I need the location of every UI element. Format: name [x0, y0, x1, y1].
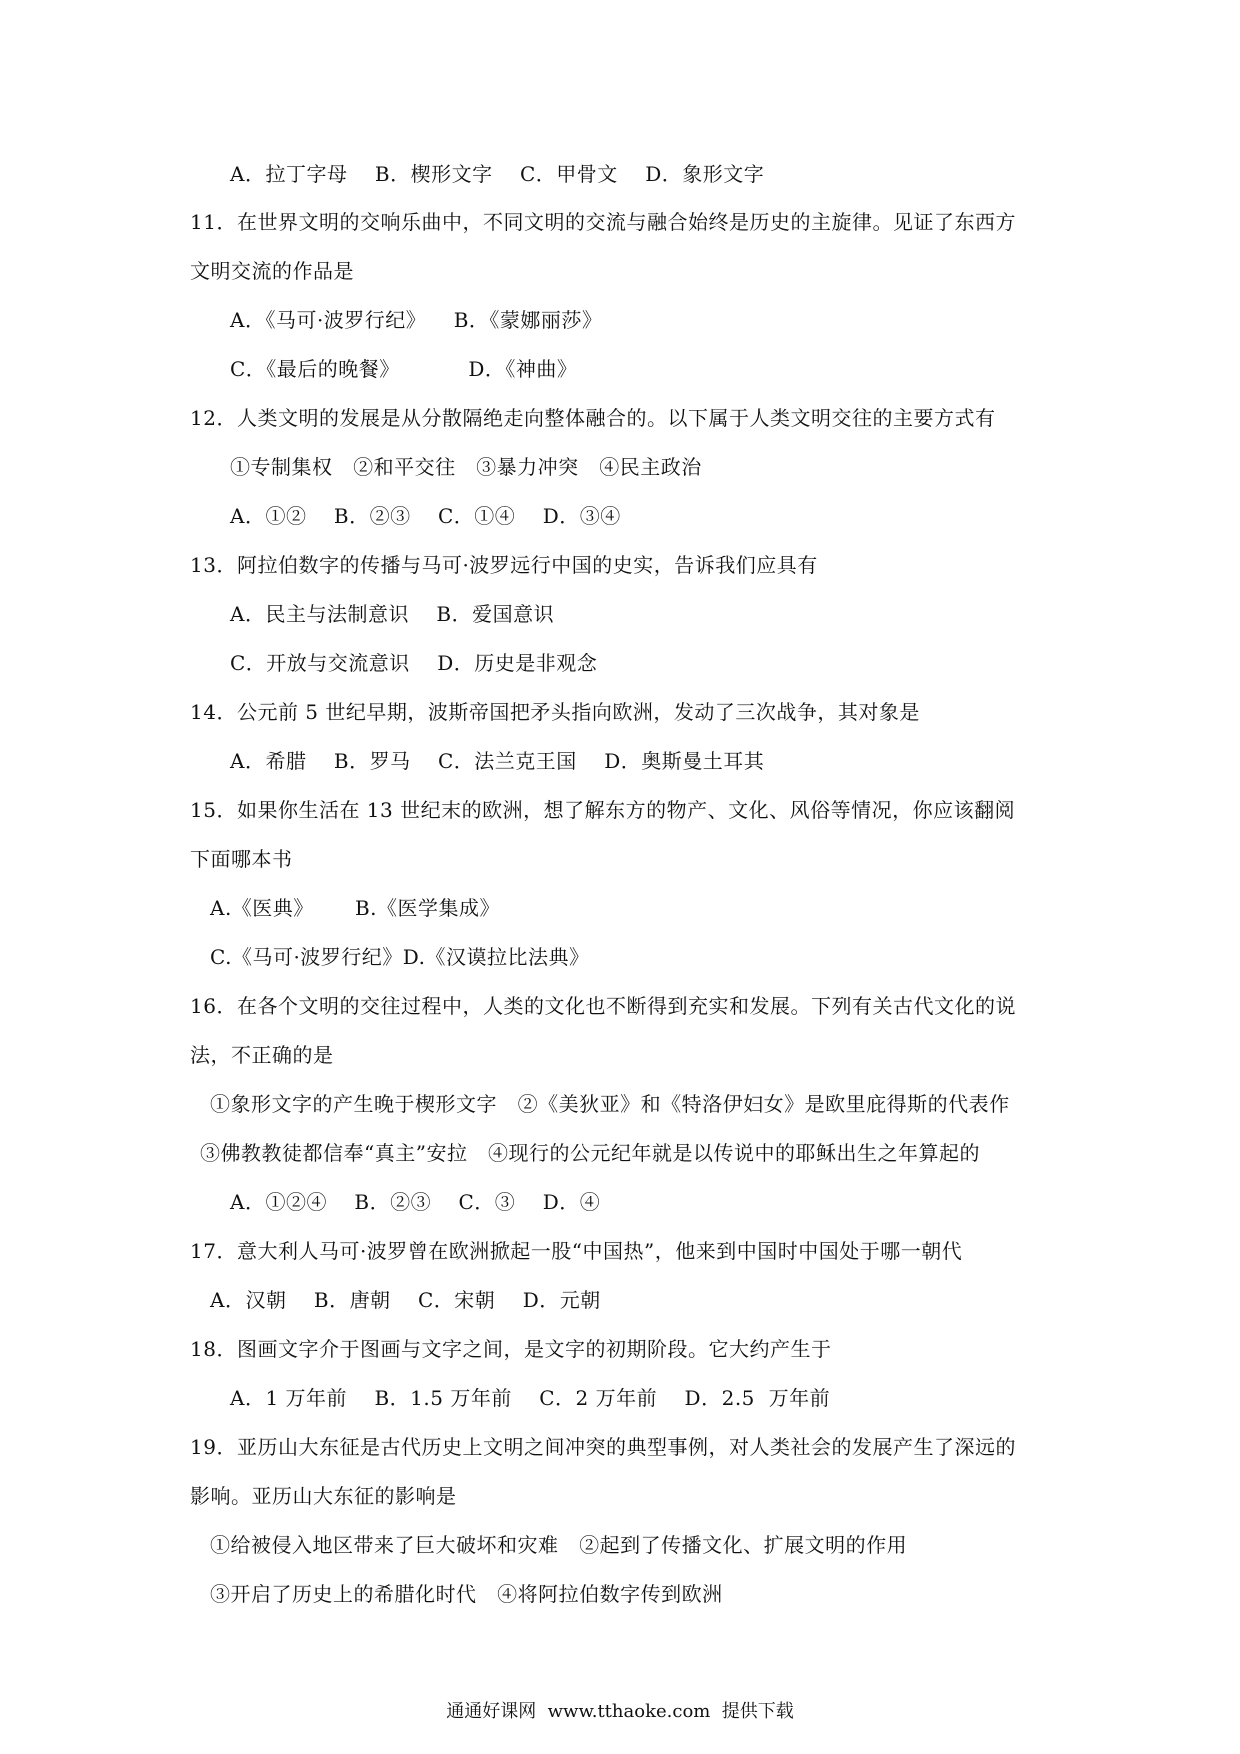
q13-options-ab: A．民主与法制意识 B．爱国意识	[230, 602, 555, 626]
q19-statements-line1: ①给被侵入地区带来了巨大破坏和灾难 ②起到了传播文化、扩展文明的作用	[210, 1533, 908, 1557]
q12-options: A．①② B．②③ C．①④ D．③④	[230, 504, 621, 528]
q16-stem-line1: 16．在各个文明的交往过程中，人类的文化也不断得到充实和发展。下列有关古代文化的说	[190, 994, 1016, 1018]
q13-options-cd: C．开放与交流意识 D．历史是非观念	[230, 651, 598, 675]
q19-statements-line2: ③开启了历史上的希腊化时代 ④将阿拉伯数字传到欧洲	[210, 1582, 723, 1606]
q16-stem-line2: 法，不正确的是	[190, 1043, 334, 1067]
q11-stem-line1: 11．在世界文明的交响乐曲中，不同文明的交流与融合始终是历史的主旋律。见证了东西方	[190, 210, 1016, 234]
q12-statements: ①专制集权 ②和平交往 ③暴力冲突 ④民主政治	[230, 455, 702, 479]
q19-stem-line1: 19．亚历山大东征是古代历史上文明之间冲突的典型事例，对人类社会的发展产生了深远的	[190, 1435, 1016, 1459]
q13-stem: 13．阿拉伯数字的传播与马可·波罗远行中国的史实，告诉我们应具有	[190, 553, 818, 577]
q15-options-cd: C.《马可·波罗行纪》D.《汉谟拉比法典》	[210, 945, 590, 969]
q11-stem-line2: 文明交流的作品是	[190, 259, 354, 283]
q19-stem-line2: 影响。亚历山大东征的影响是	[190, 1484, 457, 1508]
q17-stem: 17．意大利人马可·波罗曾在欧洲掀起一股“中国热”，他来到中国时中国处于哪一朝代	[190, 1239, 963, 1263]
q14-options: A．希腊 B．罗马 C．法兰克王国 D．奥斯曼土耳其	[230, 749, 765, 773]
q11-options-cd: C．《最后的晚餐》 D．《神曲》	[230, 357, 578, 381]
q15-stem-line2: 下面哪本书	[190, 847, 293, 871]
q16-statements-line1: ①象形文字的产生晚于楔形文字 ②《美狄亚》和《特洛伊妇女》是欧里庇得斯的代表作	[210, 1092, 1010, 1116]
q10-options: A．拉丁字母 B．楔形文字 C．甲骨文 D．象形文字	[230, 162, 765, 186]
q18-options: A．1 万年前 B．1.5 万年前 C．2 万年前 D．2.5 万年前	[230, 1386, 831, 1410]
q16-statements-line2: ③佛教教徒都信奉“真主”安拉 ④现行的公元纪年就是以传说中的耶稣出生之年算起的	[200, 1141, 981, 1165]
q15-options-ab: A.《医典》 B.《医学集成》	[210, 896, 500, 920]
q17-options: A．汉朝 B．唐朝 C．宋朝 D．元朝	[210, 1288, 601, 1312]
q16-options: A．①②④ B．②③ C．③ D．④	[230, 1190, 601, 1214]
q11-options-ab: A．《马可·波罗行纪》 B．《蒙娜丽莎》	[230, 308, 603, 332]
q18-stem: 18．图画文字介于图画与文字之间，是文字的初期阶段。它大约产生于	[190, 1337, 832, 1361]
page-footer: 通通好课网 www.tthaoke.com 提供下载	[446, 1701, 794, 1722]
q15-stem-line1: 15．如果你生活在 13 世纪末的欧洲，想了解东方的物产、文化、风俗等情况，你应该翻阅	[190, 798, 1016, 822]
q14-stem: 14．公元前 5 世纪早期，波斯帝国把矛头指向欧洲，发动了三次战争，其对象是	[190, 700, 920, 724]
q12-stem: 12．人类文明的发展是从分散隔绝走向整体融合的。以下属于人类文明交往的主要方式有	[190, 406, 996, 430]
